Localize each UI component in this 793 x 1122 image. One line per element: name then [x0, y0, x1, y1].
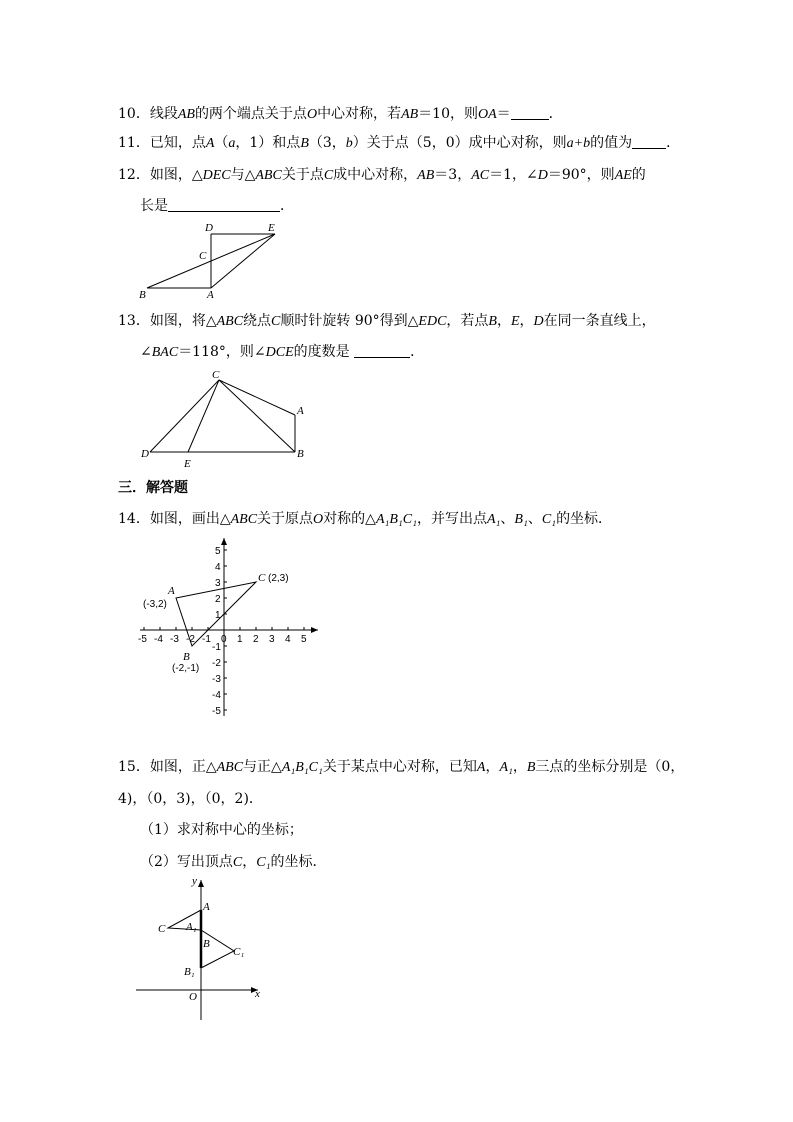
q15-label-a1: A₁	[186, 921, 197, 933]
q14-x-tick-label: -2	[186, 634, 195, 645]
q14-x-tick-label: 1	[237, 634, 243, 645]
section-3-heading: 三．解答题	[118, 480, 188, 496]
q14-y-tick-label: 4	[215, 562, 221, 573]
q13-e: E	[510, 314, 520, 329]
q14-a1: A₁	[487, 512, 501, 527]
q15-label-b: B	[203, 938, 210, 950]
q12-ae: AE	[614, 168, 632, 183]
q15-sep-1: ，	[485, 759, 500, 775]
q14-abc: ABC	[230, 512, 258, 527]
q14-x-tick-label: -1	[202, 634, 211, 645]
q15-b: B	[526, 760, 536, 775]
q15-label-o: O	[189, 991, 197, 1003]
q14-text-2: 对称的△	[323, 511, 376, 527]
q14-y-tick-label: -4	[212, 690, 221, 701]
q12-text-5: ＝1，∠	[489, 167, 538, 183]
q13-label-d: D	[141, 448, 149, 460]
q12-text-3: 成中心对称，	[333, 167, 418, 183]
q13-text-6: 在同一条直线上，	[543, 313, 656, 329]
q10-text-1: 的两个端点关于点	[194, 106, 307, 122]
q11-number: 11．已知，点	[118, 135, 206, 151]
q11-end: ．	[666, 135, 681, 151]
q15-part-2-text-1: （2）写出顶点	[140, 854, 233, 870]
q13-c: C	[271, 314, 281, 329]
q15-label-c1: C₁	[233, 946, 245, 958]
q14-y-tick-label: 5	[215, 546, 221, 557]
q11-text-1: （	[214, 135, 229, 151]
q12-label-a: A	[207, 289, 214, 301]
q14-x-tick-label: 3	[269, 634, 275, 645]
q14-y-tick-label: -3	[212, 674, 221, 685]
q14-x-tick-label: 4	[285, 634, 291, 645]
q12-c: C	[323, 168, 334, 183]
q11-text-4: ）关于点（5，0）成中心对称，则	[352, 135, 567, 151]
q13-end: ．	[410, 344, 425, 360]
question-15-part-1: （1）求对称中心的坐标；	[140, 822, 303, 838]
q14-text-1: 关于原点	[257, 511, 314, 527]
q14-x-tick-label: 2	[253, 634, 259, 645]
q13-text-1: 绕点	[243, 313, 272, 329]
q15-label-a: A	[203, 901, 210, 913]
q13-text-5: ，	[519, 313, 534, 329]
q15-c1: C₁	[256, 855, 271, 870]
q15-part-2-sep: ，	[242, 854, 257, 870]
q11-a: A	[205, 136, 215, 151]
q15-a: A	[476, 760, 486, 775]
question-15-line-2: 4)，（0，3)，（0，2)．	[118, 791, 263, 807]
q14-label-b: B	[183, 651, 190, 663]
q11-text-5: 的值为	[590, 135, 633, 151]
q10-text-4: ＝	[496, 106, 511, 122]
q12-ab: AB	[417, 168, 435, 183]
q12-dec: DEC	[202, 168, 231, 183]
q13-edc: EDC	[418, 314, 447, 329]
q15-part-2-text-2: 的坐标．	[270, 854, 327, 870]
q10-number: 10．线段	[118, 106, 178, 122]
q12-abc: ABC	[255, 168, 282, 183]
q12-end: ．	[280, 198, 294, 214]
q15-a1b1c1: A₁B₁C₁	[281, 760, 323, 775]
q11-text-2: ，1）和点	[235, 135, 301, 151]
q10-text-2: 中心对称，若	[317, 106, 402, 122]
q11-a-var: a	[228, 136, 236, 151]
q13-text-4: ，	[496, 313, 511, 329]
q12-text-7: 的	[631, 167, 646, 183]
q14-b1: B₁	[514, 512, 528, 527]
q14-o: O	[313, 512, 324, 527]
q14-sep-2: 、	[527, 511, 542, 527]
q12-label-d: D	[205, 222, 213, 234]
q12-text-4: ＝3，	[434, 167, 472, 183]
q13-b: B	[488, 314, 497, 329]
q12-label-c: C	[199, 250, 207, 262]
q13-label-a: A	[297, 405, 304, 417]
q13-dce: DCE	[265, 345, 294, 360]
q12-text-6: ＝90°，则	[547, 167, 615, 183]
q12-label-e: E	[268, 222, 275, 234]
q10-end: ．	[548, 106, 563, 122]
q12-text-1: 与△	[230, 167, 256, 183]
q14-number: 14．如图，画出△	[118, 511, 231, 527]
q10-oa: OA	[478, 107, 497, 122]
q15-c: C	[232, 855, 243, 870]
q11-text-3: （3，	[308, 135, 346, 151]
q15-number: 15．如图，正△	[118, 759, 217, 775]
q14-c1: C₁	[541, 512, 557, 527]
q15-label-b1: B₁	[184, 966, 195, 978]
q11-b-var: b	[345, 136, 353, 151]
q12-text-2: 关于点	[281, 167, 324, 183]
q14-y-tick-label: 2	[215, 594, 221, 605]
q12-d: D	[537, 168, 548, 183]
q12-line-2-text: 长是	[140, 198, 168, 214]
q15-label-y: y	[192, 875, 197, 887]
q14-y-tick-label: -5	[212, 706, 221, 717]
q14-sep-1: 、	[500, 511, 515, 527]
q10-ab2: AB	[401, 107, 419, 122]
q12-label-b: B	[139, 289, 146, 301]
q14-label-c: C	[258, 572, 266, 584]
q13-label-e: E	[184, 458, 191, 470]
q14-y-tick-label: -1	[212, 642, 221, 653]
q14-coord-a: (-3,2)	[143, 599, 167, 610]
q10-o: O	[306, 107, 318, 122]
q13-text-3: ，若点	[446, 313, 489, 329]
q14-x-tick-label: 5	[301, 634, 307, 645]
q15-a1: A₁	[499, 760, 513, 775]
q13-text-7: ＝118°，则∠	[178, 344, 266, 360]
q10-text-3: ＝10，则	[418, 106, 478, 122]
q14-y-tick-label: 3	[215, 578, 221, 589]
q13-label-b: B	[297, 448, 304, 460]
q12-ac: AC	[471, 168, 490, 183]
q14-coord-c: (2,3)	[268, 573, 289, 584]
q14-x-tick-label: -3	[170, 634, 179, 645]
q13-label-c: C	[212, 369, 220, 381]
q13-d: D	[533, 314, 544, 329]
q14-a1b1c1: A₁B₁C₁	[375, 512, 417, 527]
q15-text-1: 与正△	[243, 759, 282, 775]
q13-angle-1: ∠	[140, 344, 152, 360]
q14-x-tick-label: -4	[154, 634, 163, 645]
q15-y-arrow-icon	[198, 880, 204, 887]
q14-y-tick-label: 1	[215, 610, 221, 621]
q13-abc: ABC	[216, 314, 244, 329]
q10-ab: AB	[177, 107, 195, 122]
q15-text-3: 三点的坐标分别是（0，	[535, 759, 685, 775]
q15-abc: ABC	[216, 760, 244, 775]
q13-text-8: 的度数是	[293, 344, 350, 360]
q15-label-c: C	[158, 923, 166, 935]
q15-text-2: 关于某点中心对称，已知	[322, 759, 477, 775]
q15-sep-2: ，	[512, 759, 527, 775]
q14-text-4: 的坐标．	[556, 511, 613, 527]
q14-x-tick-label: -5	[138, 634, 147, 645]
q14-coord-b: (-2,-1)	[172, 663, 200, 674]
q14-label-a: A	[168, 585, 175, 597]
q12-number: 12．如图，△	[118, 167, 203, 183]
q13-text-2: 顺时针旋转 90°得到△	[280, 313, 419, 329]
q14-x-tick-label: 0	[221, 634, 227, 645]
q11-a-plus-b: a+b	[566, 136, 591, 151]
q14-y-tick-label: -2	[212, 658, 221, 669]
q13-number: 13．如图，将△	[118, 313, 217, 329]
q11-b: B	[300, 136, 309, 151]
q14-text-3: ，并写出点	[417, 511, 487, 527]
q15-label-x: x	[255, 988, 260, 1000]
q13-bac: BAC	[151, 345, 179, 360]
